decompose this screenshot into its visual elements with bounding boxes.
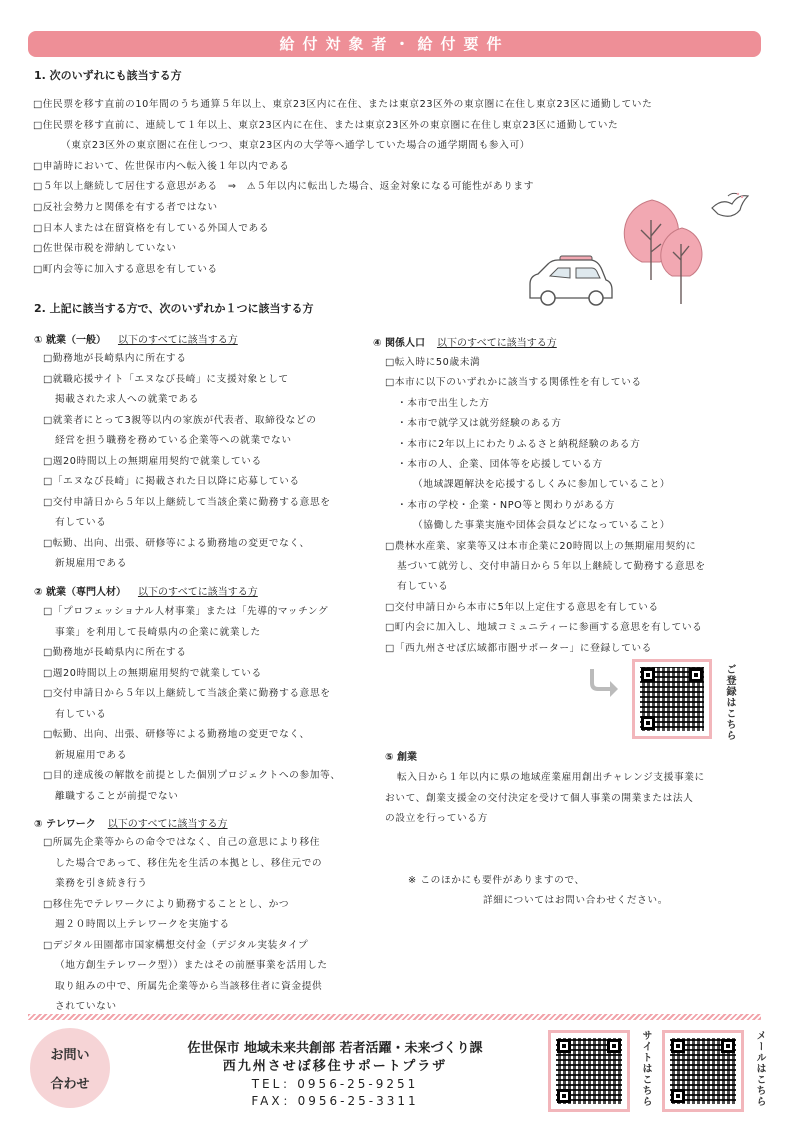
list-item: □反社会勢力と関係を有する者ではない xyxy=(33,202,218,213)
list-item: 経営を担う職務を務めている企業等への就業でない xyxy=(55,435,292,446)
list-item: □目的達成後の解散を前提とした個別プロジェクトへの参加等、 xyxy=(43,770,341,781)
fax-number: FAX：0956-25-3311 xyxy=(251,1094,419,1108)
list-item: ・本市の人、企業、団体等を応援している方 xyxy=(397,459,603,470)
list-item: ・本市の学校・企業・NPO等と関わりがある方 xyxy=(397,499,615,511)
list-item: □転勤、出向、出張、研修等による勤務地の変更でなく、 xyxy=(43,537,310,549)
sub4-title: ④ 関係人口 以下のすべてに該当する方 xyxy=(373,338,557,349)
list-item: □「西九州させぼ広域都市圏サポーター」に登録している xyxy=(385,642,652,654)
list-item: □町内会等に加入する意思を有している xyxy=(33,263,218,275)
list-item: 新規雇用である xyxy=(55,558,128,569)
list-item: 有している xyxy=(397,581,449,593)
list-item: 有している xyxy=(55,708,107,720)
list-item: □日本人または在留資格を有している外国人である xyxy=(33,222,270,234)
list-item: 離職することが前提でない xyxy=(55,790,179,802)
list-item: □所属先企業等からの命令ではなく、自己の意思により移住 xyxy=(43,837,321,848)
list-item: □勤務地が長崎県内に所在する xyxy=(43,647,187,658)
car-icon xyxy=(530,256,612,305)
mail-qr-code[interactable] xyxy=(662,1030,744,1112)
sub3-title: ③ テレワーク 以下のすべてに該当する方 xyxy=(34,819,228,830)
org-name: 佐世保市 地域未来共創部 若者活躍・未来づくり課 xyxy=(187,1041,483,1056)
site-qr-caption: サイトはこちら xyxy=(640,1030,651,1107)
list-item: おいて、創業支援金の交付決定を受けて個人事業の開業または法人 xyxy=(385,792,694,804)
list-item: □５年以上継続して居住する意思がある ⇒ ⚠５年以内に転出した場合、返金対象になる可能性があります xyxy=(33,181,534,193)
footer-divider xyxy=(28,1014,761,1020)
list-item: の設立を行っている方 xyxy=(385,813,488,824)
list-item: □佐世保市税を滞納していない xyxy=(33,243,177,255)
list-item: □住民票を移す直前の10年間のうち通算５年以上、東京23区内に在住、または東京23区外の東京圏に在住し東京23区に通勤していた xyxy=(33,99,653,110)
list-item: （協働した事業実施や団体会員などになっていること） xyxy=(413,520,671,532)
mail-qr-caption: メールはこちら xyxy=(754,1030,765,1107)
list-item: □移住先でテレワークにより勤務することとし、かつ xyxy=(43,898,290,910)
list-item: □「エヌなび長崎」に掲載された日以降に応募している xyxy=(43,476,300,487)
list-item: ・本市に2年以上にわたりふるさと納税経験のある方 xyxy=(397,438,641,450)
list-item: □週20時間以上の無期雇用契約で就業している xyxy=(43,455,262,467)
list-item: 業務を引き続き行う xyxy=(55,878,148,889)
list-item: □勤務地が長崎県内に所在する xyxy=(43,353,187,364)
footnote-line1: ※ このほかにも要件がありますので、 xyxy=(408,875,585,886)
list-item: した場合であって、移住先を生活の本拠とし、移住元での xyxy=(55,857,323,869)
town-illustration xyxy=(520,180,770,310)
section2-heading: 2. 上記に該当する方で、次のいずれか１つに該当する方 xyxy=(34,302,314,315)
list-item: 基づいて就労し、交付申請日から５年以上継続して勤務する意思を xyxy=(397,561,706,572)
plaza-name: 西九州させぼ移住サポートプラザ xyxy=(222,1059,448,1074)
page-banner-title: 給付対象者・給付要件 xyxy=(28,31,761,57)
list-item: □就業者にとって3親等以内の家族が代表者、取締役などの xyxy=(43,414,317,426)
list-item: □転勤、出向、出張、研修等による勤務地の変更でなく、 xyxy=(43,729,310,740)
list-item: ・本市で出生した方 xyxy=(397,397,490,409)
list-item: □週20時間以上の無期雇用契約で就業している xyxy=(43,667,262,679)
sub5-title: ⑤ 創業 xyxy=(385,752,417,763)
inquiry-line2: 合わせ xyxy=(50,1077,90,1092)
list-item: □「プロフェッショナル人材事業」または「先導的マッチング xyxy=(43,606,329,617)
supporter-qr-caption: ご登録はこちら xyxy=(724,664,735,741)
list-item: 新規雇用である xyxy=(55,749,128,761)
list-item: □交付申請日から本市に5年以上定住する意思を有している xyxy=(385,601,659,613)
list-item: □デジタル田園都市国家構想交付金（デジタル実装タイプ xyxy=(43,939,309,951)
inquiry-badge xyxy=(30,1028,110,1108)
arrow-icon xyxy=(588,667,622,697)
list-item: （地域課題解決を応援するしくみに参加していること） xyxy=(413,479,671,491)
list-item: されていない xyxy=(55,1001,117,1012)
list-item: 掲載された求人への就業である xyxy=(55,394,200,405)
list-item: □転入時に50歳未満 xyxy=(385,357,481,368)
list-item: 週２０時間以上テレワークを実施する xyxy=(55,919,230,930)
list-item: □農林水産業、家業等又は本市企業に20時間以上の無期雇用契約に xyxy=(385,540,697,552)
list-item: 転入日から１年以内に県の地域産業雇用創出チャレンジ支援事業に xyxy=(397,772,705,783)
list-item: 事業」を利用して長崎県内の企業に就業した xyxy=(55,626,261,638)
supporter-qr-code[interactable] xyxy=(632,659,712,739)
bird-icon xyxy=(712,193,748,216)
list-item: （地方創生テレワーク型））またはその前歴事業を活用した xyxy=(55,960,328,971)
footnote-line2: 詳細についてはお問い合わせください。 xyxy=(483,895,668,906)
list-item: □就職応援サイト「エヌなび長崎」に支援対象として xyxy=(43,373,289,385)
section1-heading: 1. 次のいずれにも該当する方 xyxy=(34,69,182,82)
list-item: ・本市で就学又は就労経験のある方 xyxy=(397,418,562,430)
list-item: 取り組みの中で、所属先企業等から当該移住者に資金提供 xyxy=(55,980,323,992)
sub2-title: ② 就業（専門人材） 以下のすべてに該当する方 xyxy=(34,587,258,598)
list-item: □住民票を移す直前に、連続して１年以上、東京23区内に在住、または東京23区外の東京圏に在住し東京23区に通勤していた xyxy=(33,119,619,131)
list-item: □本市に以下のいずれかに該当する関係性を有している xyxy=(385,377,642,389)
tel-number[interactable]: TEL：0956-25-9251 xyxy=(251,1077,419,1091)
list-item: （東京23区外の東京圏に在住しつつ、東京23区内の大学等へ通学していた場合の通学期間も参入可） xyxy=(61,140,531,152)
sub1-title: ① 就業（一般） 以下のすべてに該当する方 xyxy=(34,335,238,346)
tree-icon xyxy=(624,200,702,304)
list-item: 有している xyxy=(55,517,107,528)
site-qr-code[interactable] xyxy=(548,1030,630,1112)
list-item: □町内会に加入し、地域コミュニティーに参画する意思を有している xyxy=(385,622,703,634)
list-item: □交付申請日から５年以上継続して当該企業に勤務する意思を xyxy=(43,688,331,699)
list-item: □交付申請日から５年以上継続して当該企業に勤務する意思を xyxy=(43,496,331,508)
list-item: □申請時において、佐世保市内へ転入後１年以内である xyxy=(33,160,290,172)
inquiry-line1: お問い xyxy=(50,1048,90,1063)
